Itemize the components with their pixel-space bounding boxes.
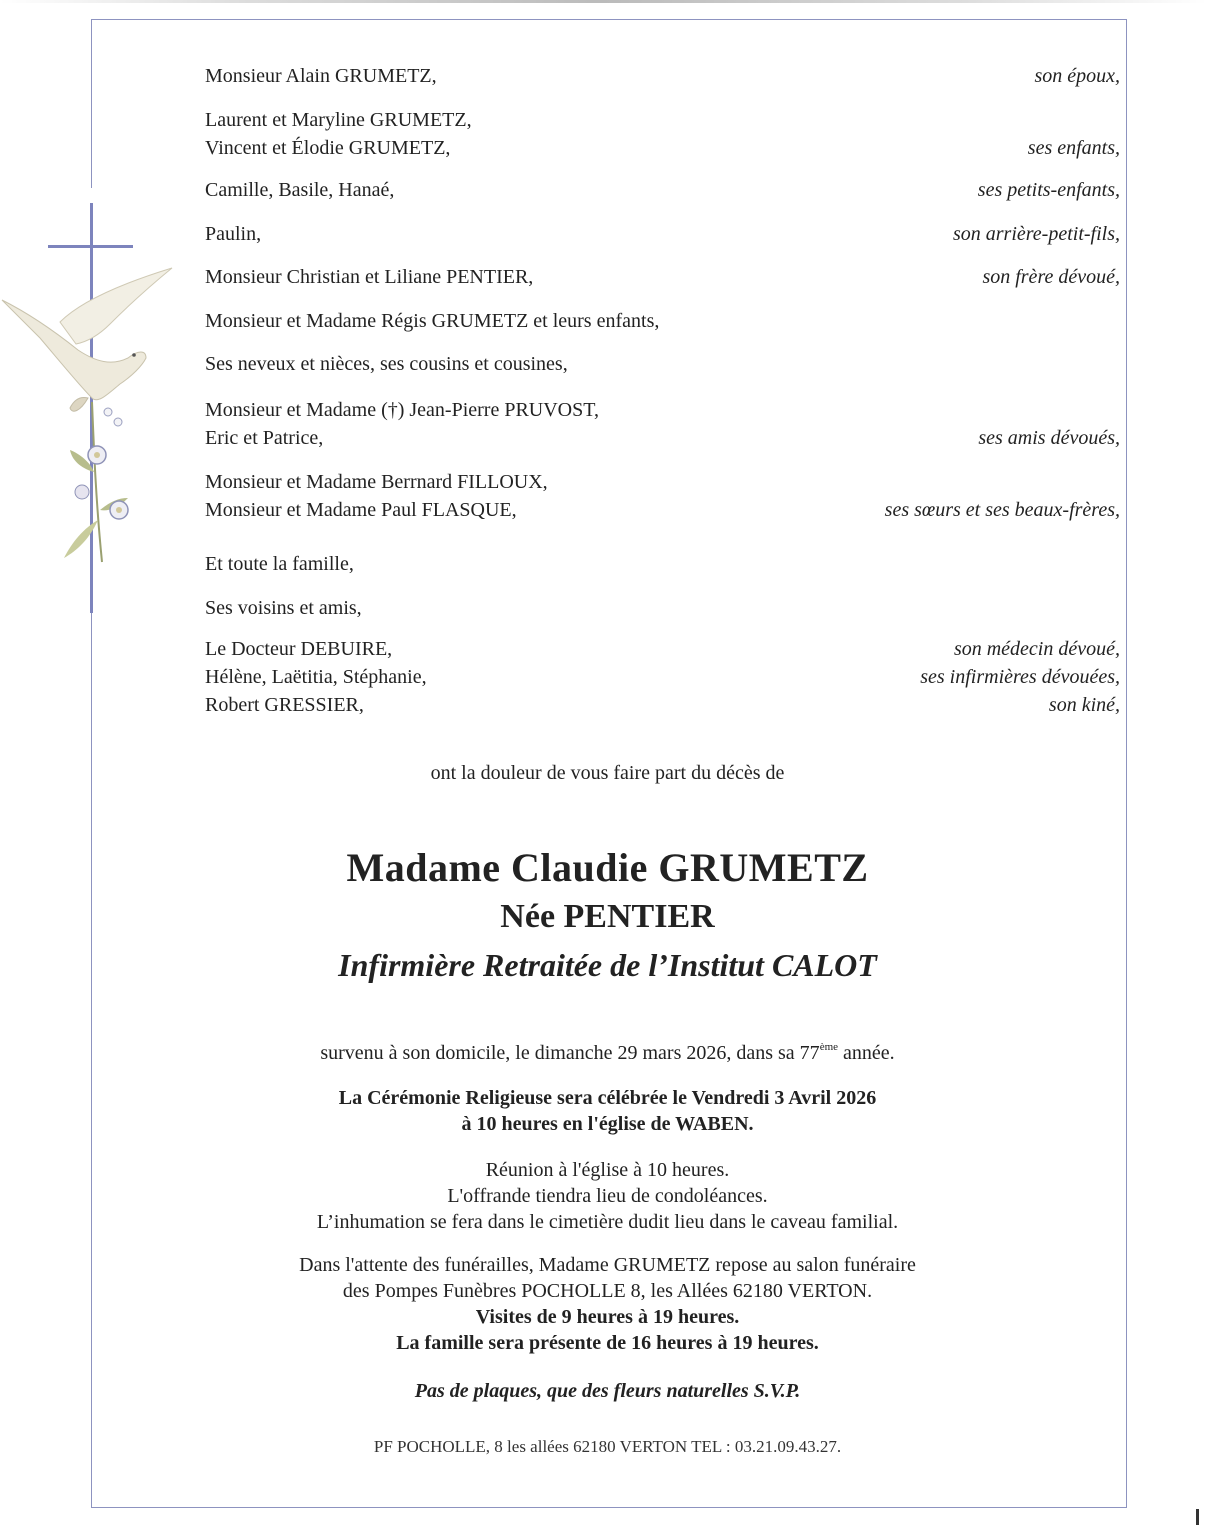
family-names: Monsieur et Madame Régis GRUMETZ et leurs enfants, bbox=[205, 310, 660, 332]
family-row-brother bbox=[205, 263, 1120, 291]
rest-line: Dans l'attente des funérailles, Madame GRUMETZ repose au salon funéraire bbox=[299, 1254, 916, 1276]
family-row-grandchildren bbox=[205, 176, 1120, 204]
ordinal-suffix: ème bbox=[819, 1041, 839, 1053]
cross-bar bbox=[48, 245, 133, 248]
family-names: Et toute la famille, bbox=[205, 553, 354, 575]
family-names: Ses voisins et amis, bbox=[205, 597, 362, 619]
family-names: Camille, Basile, Hanaé, bbox=[205, 179, 395, 201]
family-names: Le Docteur DEBUIRE, bbox=[205, 638, 393, 660]
family-relation: ses sœurs et ses beaux-frères, bbox=[884, 499, 1120, 521]
family-names: Vincent et Élodie GRUMETZ, bbox=[205, 137, 451, 159]
details-line: Réunion à l'église à 10 heures. bbox=[485, 1159, 730, 1181]
family-relation: son époux, bbox=[1034, 65, 1120, 87]
family-names: Monsieur Alain GRUMETZ, bbox=[205, 65, 437, 87]
family-row-neighbors bbox=[205, 594, 1120, 622]
family-relation: son médecin dévoué, bbox=[953, 638, 1120, 660]
family-names: Eric et Patrice, bbox=[205, 427, 324, 449]
family-names: Paulin, bbox=[205, 223, 262, 245]
deceased-name: Madame Claudie GRUMETZ bbox=[346, 845, 869, 890]
family-relation: son kiné, bbox=[1048, 694, 1120, 716]
details-line: L’inhumation se fera dans le cimetière dudit lieu dans le caveau familial. bbox=[316, 1211, 899, 1233]
scan-edge bbox=[0, 0, 1207, 3]
family-relation: ses infirmières dévouées, bbox=[920, 666, 1120, 688]
family-names: Hélène, Laëtitia, Stéphanie, bbox=[205, 666, 427, 688]
family-presence-line: La famille sera présente de 16 heures à 19 heures. bbox=[396, 1332, 819, 1354]
family-row-husband bbox=[205, 62, 1120, 90]
family-names: Ses neveux et nièces, ses cousins et cousines, bbox=[205, 353, 568, 375]
death-details bbox=[205, 1040, 1010, 1066]
family-row-children bbox=[205, 106, 1120, 162]
family-row-great-grandson bbox=[205, 220, 1120, 248]
family-relation: son arrière-petit-fils, bbox=[952, 223, 1120, 245]
family-row-regis bbox=[205, 307, 1120, 335]
ceremony-line: à 10 heures en l'église de WABEN. bbox=[461, 1113, 754, 1135]
profession-title: Infirmière Retraitée de l’Institut CALOT bbox=[338, 947, 877, 983]
family-names: Monsieur et Madame (†) Jean-Pierre PRUVOST, bbox=[205, 399, 599, 421]
family-names: Monsieur Christian et Liliane PENTIER, bbox=[205, 266, 534, 288]
dove-icon bbox=[0, 262, 180, 592]
family-row-all-family bbox=[205, 550, 1120, 578]
family-relation: ses amis dévoués, bbox=[978, 427, 1120, 449]
family-row-friends bbox=[205, 396, 1120, 452]
family-names: Monsieur et Madame Berrnard FILLOUX, bbox=[205, 471, 548, 493]
family-names: Monsieur et Madame Paul FLASQUE, bbox=[205, 499, 517, 521]
details-block bbox=[205, 1157, 1010, 1235]
rest-line: des Pompes Funèbres POCHOLLE 8, les Allées 62180 VERTON. bbox=[342, 1280, 873, 1302]
family-row-medical bbox=[205, 635, 1120, 719]
rest-block bbox=[205, 1252, 1010, 1356]
visits-line: Visites de 9 heures à 19 heures. bbox=[475, 1306, 740, 1328]
death-text: survenu à son domicile, le dimanche 29 mars 2026, dans sa 77 bbox=[320, 1042, 820, 1064]
family-row-sisters bbox=[205, 468, 1120, 524]
family-names: Robert GRESSIER, bbox=[205, 694, 364, 716]
footer-contact: PF POCHOLLE, 8 les allées 62180 VERTON TEL : 03.21.09.43.27. bbox=[373, 1437, 842, 1456]
maiden-name: Née PENTIER bbox=[500, 898, 715, 935]
ceremony-block bbox=[205, 1085, 1010, 1137]
ceremony-line: La Cérémonie Religieuse sera célébrée le Vendredi 3 Avril 2026 bbox=[338, 1087, 877, 1109]
family-relation: son frère dévoué, bbox=[982, 266, 1120, 288]
family-relation: ses petits-enfants, bbox=[977, 179, 1120, 201]
announcement-text: ont la douleur de vous faire part du décès de bbox=[430, 762, 785, 784]
flowers-note: Pas de plaques, que des fleurs naturelles S.V.P. bbox=[414, 1380, 801, 1402]
family-names: Laurent et Maryline GRUMETZ, bbox=[205, 109, 472, 131]
details-line: L'offrande tiendra lieu de condoléances. bbox=[447, 1185, 768, 1207]
family-row-nephews bbox=[205, 350, 1120, 378]
family-relation: ses enfants, bbox=[1027, 137, 1120, 159]
scan-mark bbox=[1196, 1509, 1199, 1525]
death-text-end: année. bbox=[838, 1042, 895, 1064]
